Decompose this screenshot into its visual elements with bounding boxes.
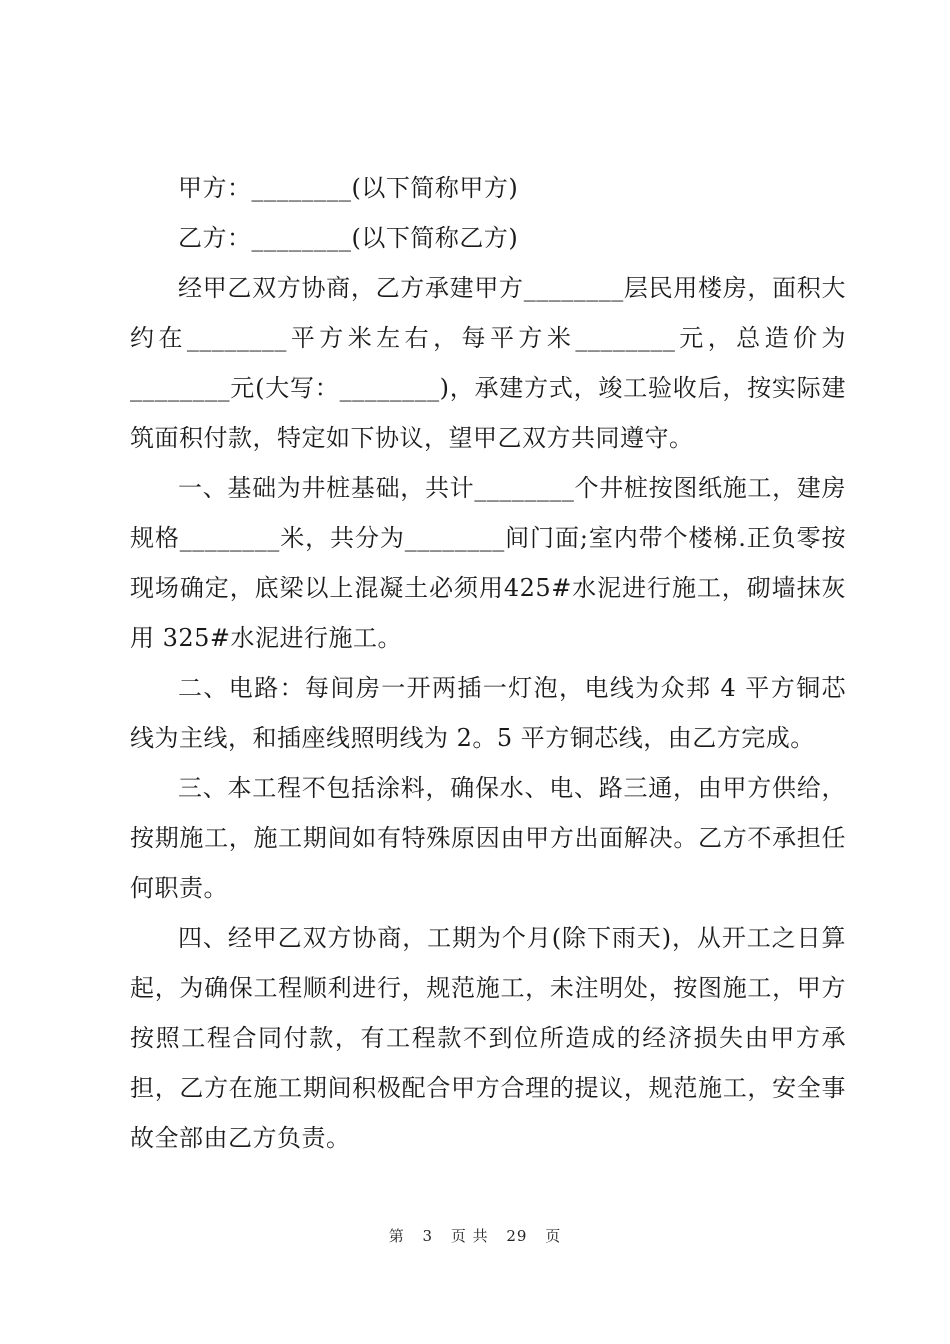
page-footer: [0, 1225, 950, 1246]
clause-1-foundation: 一、基础为井桩基础，共计________个井桩按图纸施工，建房规格________米，共分为________间门面;室内带个楼梯.正负零按现场确定，底梁以上混凝土必须用425#水泥进行施工，砌墙抹灰用 325#水泥进行施工。: [130, 474, 846, 652]
clause-3-scope: 三、本工程不包括涂料，确保水、电、路三通，由甲方供给，按期施工，施工期间如有特殊原因由甲方出面解决。乙方不承担任何职责。: [130, 774, 846, 902]
party-b-line: 乙方：________(以下简称乙方): [178, 224, 519, 252]
intro-paragraph: 经甲乙双方协商，乙方承建甲方________层民用楼房，面积大约在________平方米左右，每平方米________元，总造价为________元(大写：________)，承建方式，竣工验收后，按实际建筑面积付款，特定如下协议，望甲乙双方共同遵守。: [130, 274, 846, 452]
document-body: [130, 163, 846, 1163]
footer-label-of: 页 共: [450, 1227, 489, 1245]
clause-2-electrical: 二、电路：每间房一开两插一灯泡，电线为众邦 4 平方铜芯线为主线，和插座线照明线为 2。5 平方铜芯线，由乙方完成。: [130, 674, 846, 752]
footer-total-pages: 29: [506, 1227, 528, 1245]
footer-current-page: 3: [422, 1227, 434, 1245]
footer-label-pages: 页: [545, 1227, 562, 1245]
party-a-line: 甲方：________(以下简称甲方): [178, 174, 519, 202]
footer-label-page: 第: [388, 1227, 405, 1245]
clause-4-schedule: 四、经甲乙双方协商，工期为个月(除下雨天)，从开工之日算起，为确保工程顺利进行，规范施工，未注明处，按图施工，甲方按照工程合同付款，有工程款不到位所造成的经济损失由甲方承担，乙方在施工期间积极配合甲方合理的提议，规范施工，安全事故全部由乙方负责。: [130, 924, 846, 1152]
